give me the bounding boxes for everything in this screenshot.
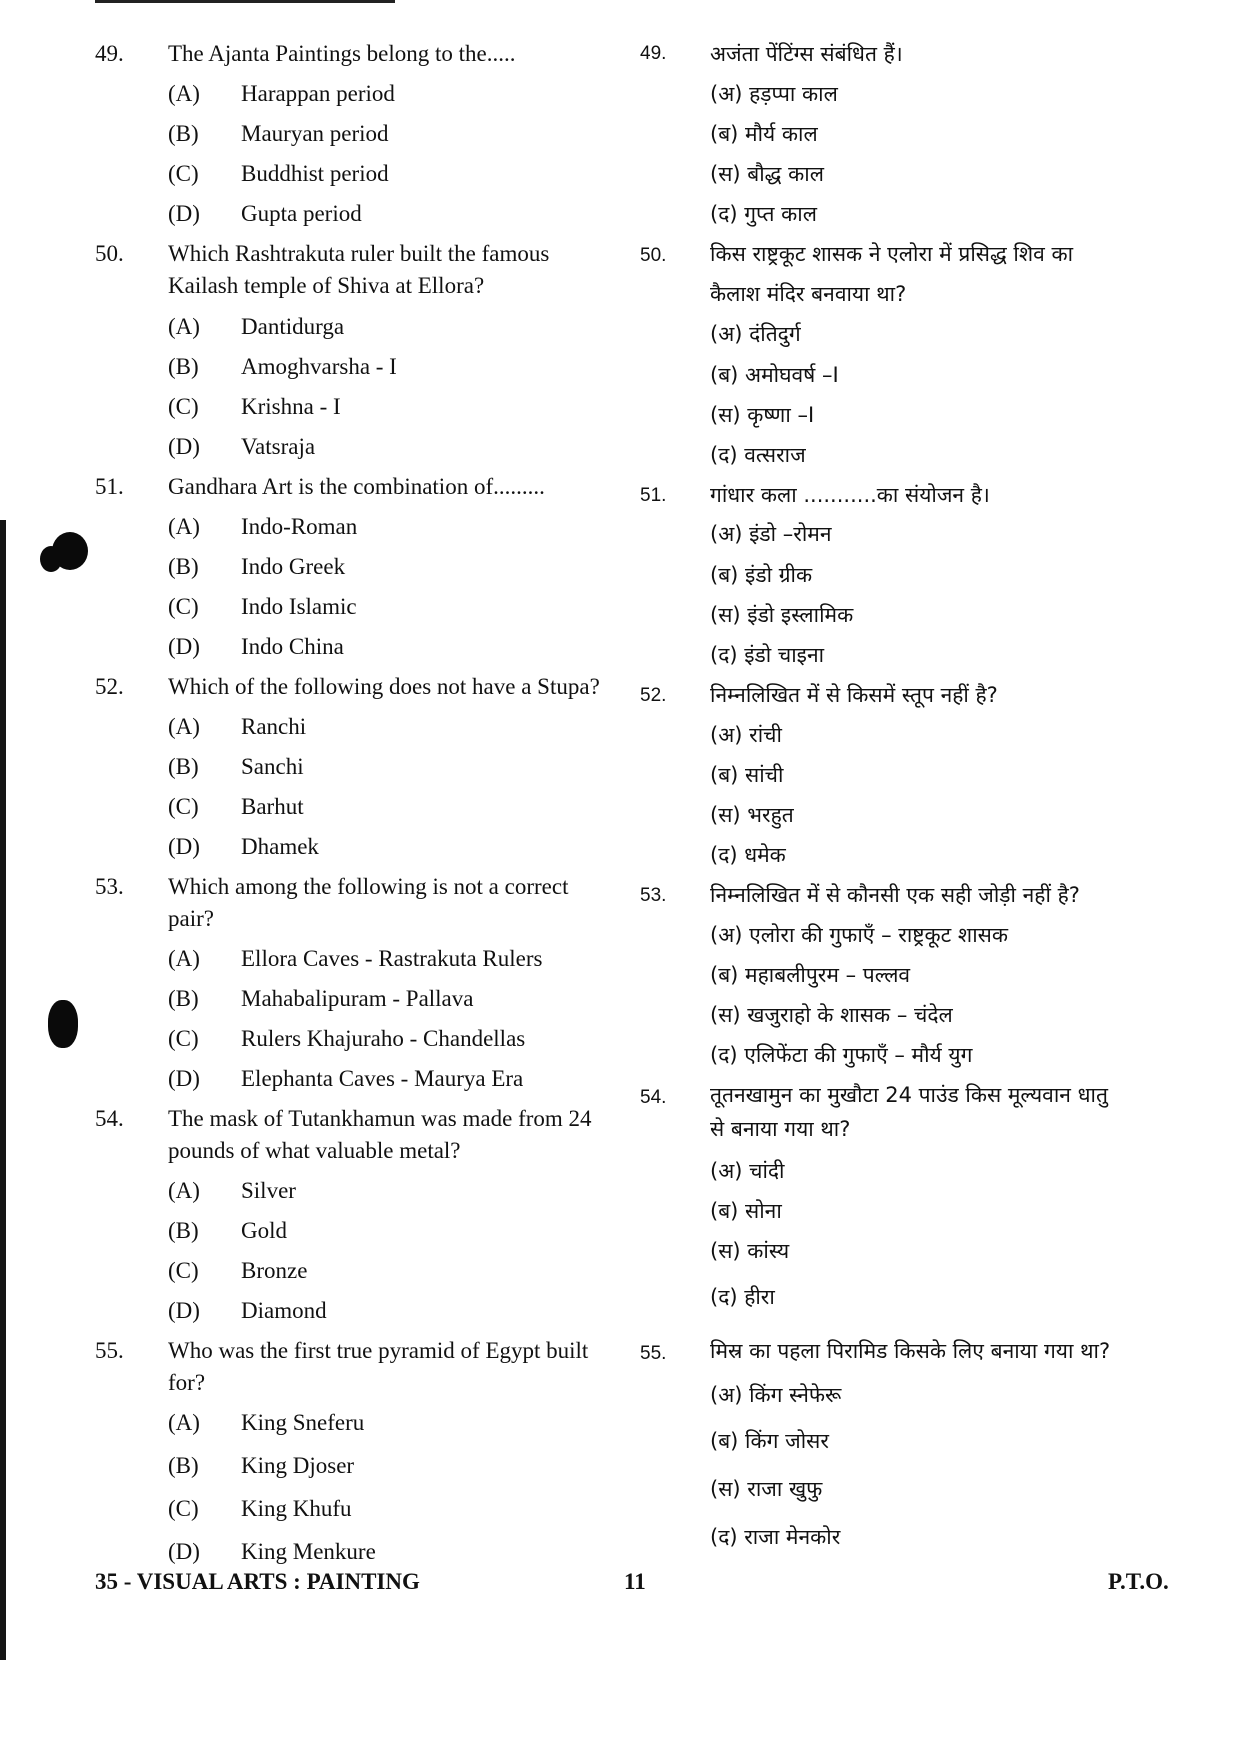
option-text: Dhamek <box>241 834 319 859</box>
option-label: (C) <box>168 1026 199 1051</box>
hindi-question-text-line: से बनाया गया था? <box>710 1117 851 1141</box>
hindi-question-text-line: गांधार कला ...........का संयोजन है। <box>710 483 990 507</box>
option-label: (D) <box>168 434 200 459</box>
option-label: (D) <box>168 1298 200 1323</box>
option-label: (D) <box>168 201 200 226</box>
question-number: 55. <box>95 1338 124 1363</box>
question-text-line: pounds of what valuable metal? <box>168 1138 461 1163</box>
hindi-option: (ब) सांची <box>710 763 784 787</box>
option-label: (A) <box>168 314 200 339</box>
hindi-question-number: 51. <box>640 485 667 506</box>
hindi-option: (स) कांस्य <box>710 1239 790 1263</box>
option-label: (D) <box>168 1539 200 1564</box>
option-text: Silver <box>241 1178 296 1203</box>
option-text: Indo Greek <box>241 554 346 579</box>
hindi-question-number: 52. <box>640 685 667 706</box>
question-text-line: for? <box>168 1370 206 1395</box>
question-number: 50. <box>95 241 124 266</box>
hindi-option: (द) हीरा <box>710 1285 775 1309</box>
hindi-option: (ब) अमोघवर्ष –I <box>710 363 839 387</box>
option-label: (A) <box>168 1178 200 1203</box>
question-text-line: pair? <box>168 906 214 931</box>
hindi-option: (अ) किंग स्नेफेरू <box>710 1383 842 1407</box>
question-number: 49. <box>95 41 124 66</box>
hindi-option: (ब) सोना <box>710 1199 782 1223</box>
option-text: Elephanta Caves - Maurya Era <box>241 1066 524 1091</box>
hindi-question-number: 53. <box>640 885 667 906</box>
option-text: Harappan period <box>241 81 395 106</box>
question-text-line: Which among the following is not a correct <box>168 874 569 899</box>
hindi-option: (ब) किंग जोसर <box>710 1429 829 1453</box>
question-text-line: Who was the first true pyramid of Egypt built <box>168 1338 589 1363</box>
hindi-question-number: 55. <box>640 1343 667 1364</box>
option-label: (C) <box>168 594 199 619</box>
hindi-option: (स) राजा खुफु <box>710 1477 823 1501</box>
option-label: (C) <box>168 794 199 819</box>
option-label: (B) <box>168 754 199 779</box>
hindi-option: (अ) हड़प्पा काल <box>710 82 838 106</box>
scan-edge-bar <box>0 520 6 1660</box>
option-label: (A) <box>168 946 200 971</box>
hindi-question-text-line: कैलाश मंदिर बनवाया था? <box>710 282 907 306</box>
hindi-option: (स) कृष्णा –I <box>710 403 815 427</box>
option-text: King Djoser <box>241 1453 355 1478</box>
option-text: Mauryan period <box>241 121 389 146</box>
option-text: Bronze <box>241 1258 308 1283</box>
option-label: (B) <box>168 121 199 146</box>
option-label: (B) <box>168 986 199 1011</box>
hindi-question-number: 54. <box>640 1087 667 1108</box>
option-text: Barhut <box>241 794 304 819</box>
option-label: (A) <box>168 714 200 739</box>
hindi-option: (अ) इंडो –रोमन <box>710 522 832 546</box>
option-label: (D) <box>168 834 200 859</box>
option-text: Ranchi <box>241 714 307 739</box>
hindi-option: (द) इंडो चाइना <box>710 643 825 667</box>
question-text-line: Kailash temple of Shiva at Ellora? <box>168 273 485 298</box>
option-text: Indo-Roman <box>241 514 358 539</box>
punch-hole-mark <box>40 546 62 572</box>
option-label: (B) <box>168 554 199 579</box>
hindi-question-number: 49. <box>640 43 667 64</box>
option-label: (D) <box>168 1066 200 1091</box>
hindi-question-text-line: निम्नलिखित में से कौनसी एक सही जोड़ी नहीं है? <box>710 883 1080 907</box>
question-number: 53. <box>95 874 124 899</box>
hindi-option: (अ) चांदी <box>710 1159 785 1183</box>
option-text: King Menkure <box>241 1539 376 1564</box>
question-text-line: The Ajanta Paintings belong to the..... <box>168 41 516 66</box>
option-text: King Sneferu <box>241 1410 365 1435</box>
option-label: (B) <box>168 354 199 379</box>
option-text: Dantidurga <box>241 314 345 339</box>
option-text: Ellora Caves - Rastrakuta Rulers <box>241 946 543 971</box>
option-label: (C) <box>168 1496 199 1521</box>
question-number: 54. <box>95 1106 124 1131</box>
hindi-question-number: 50. <box>640 245 667 266</box>
option-text: Gupta period <box>241 201 362 226</box>
option-label: (A) <box>168 81 200 106</box>
hindi-option: (द) गुप्त काल <box>710 202 817 226</box>
footer-subject: 35 - VISUAL ARTS : PAINTING <box>95 1569 420 1594</box>
hindi-question-text-line: तूतनखामुन का मुखौटा 24 पाउंड किस मूल्यवान धातु <box>710 1083 1108 1107</box>
question-text-line: Which of the following does not have a Stupa? <box>168 674 600 699</box>
option-label: (C) <box>168 1258 199 1283</box>
hindi-option: (द) वत्सराज <box>710 443 806 467</box>
option-text: Amoghvarsha - I <box>241 354 397 379</box>
hindi-option: (ब) मौर्य काल <box>710 122 818 146</box>
footer-pto: P.T.O. <box>1108 1569 1169 1594</box>
option-text: Indo China <box>241 634 344 659</box>
option-text: King Khufu <box>241 1496 352 1521</box>
option-text: Buddhist period <box>241 161 389 186</box>
question-number: 52. <box>95 674 124 699</box>
hindi-option: (अ) दंतिदुर्ग <box>710 322 801 346</box>
hindi-question-text-line: निम्नलिखित में से किसमें स्तूप नहीं है? <box>710 683 998 707</box>
option-label: (D) <box>168 634 200 659</box>
hindi-option: (अ) रांची <box>710 723 782 747</box>
option-text: Vatsraja <box>241 434 316 459</box>
hindi-option: (अ) एलोरा की गुफाएँ – राष्ट्रकूट शासक <box>710 923 1008 947</box>
option-label: (C) <box>168 161 199 186</box>
hindi-option: (स) बौद्ध काल <box>710 162 824 186</box>
hindi-option: (स) भरहुत <box>710 803 794 827</box>
option-text: Indo Islamic <box>241 594 357 619</box>
hindi-option: (द) राजा मेनकोर <box>710 1525 841 1549</box>
option-text: Krishna - I <box>241 394 341 419</box>
option-label: (B) <box>168 1218 199 1243</box>
option-text: Sanchi <box>241 754 304 779</box>
question-text-line: The mask of Tutankhamun was made from 24 <box>168 1106 592 1131</box>
question-text-line: Which Rashtrakuta ruler built the famous <box>168 241 550 266</box>
option-text: Mahabalipuram - Pallava <box>241 986 474 1011</box>
hindi-question-text-line: किस राष्ट्रकूट शासक ने एलोरा में प्रसिद्ध शिव का <box>710 242 1074 266</box>
option-label: (C) <box>168 394 199 419</box>
option-text: Diamond <box>241 1298 327 1323</box>
question-text-line: Gandhara Art is the combination of......... <box>168 474 545 499</box>
option-text: Rulers Khajuraho - Chandellas <box>241 1026 526 1051</box>
hindi-option: (द) एलिफेंटा की गुफाएँ – मौर्य युग <box>710 1043 973 1067</box>
hindi-option: (ब) महाबलीपुरम – पल्लव <box>710 963 911 987</box>
hindi-option: (स) खजुराहो के शासक – चंदेल <box>710 1003 953 1027</box>
footer-page-number: 11 <box>624 1569 646 1594</box>
hindi-question-text-line: अजंता पेंटिंग्स संबंधित हैं। <box>710 42 903 66</box>
question-number: 51. <box>95 474 124 499</box>
option-text: Gold <box>241 1218 287 1243</box>
option-label: (A) <box>168 514 200 539</box>
top-rule <box>95 0 395 3</box>
option-label: (A) <box>168 1410 200 1435</box>
hindi-option: (ब) इंडो ग्रीक <box>710 563 813 587</box>
punch-hole-mark <box>48 1000 78 1048</box>
hindi-option: (स) इंडो इस्लामिक <box>710 603 854 627</box>
hindi-question-text-line: मिस्र का पहला पिरामिड किसके लिए बनाया गया था? <box>710 1339 1111 1363</box>
option-label: (B) <box>168 1453 199 1478</box>
hindi-option: (द) धमेक <box>710 843 786 867</box>
